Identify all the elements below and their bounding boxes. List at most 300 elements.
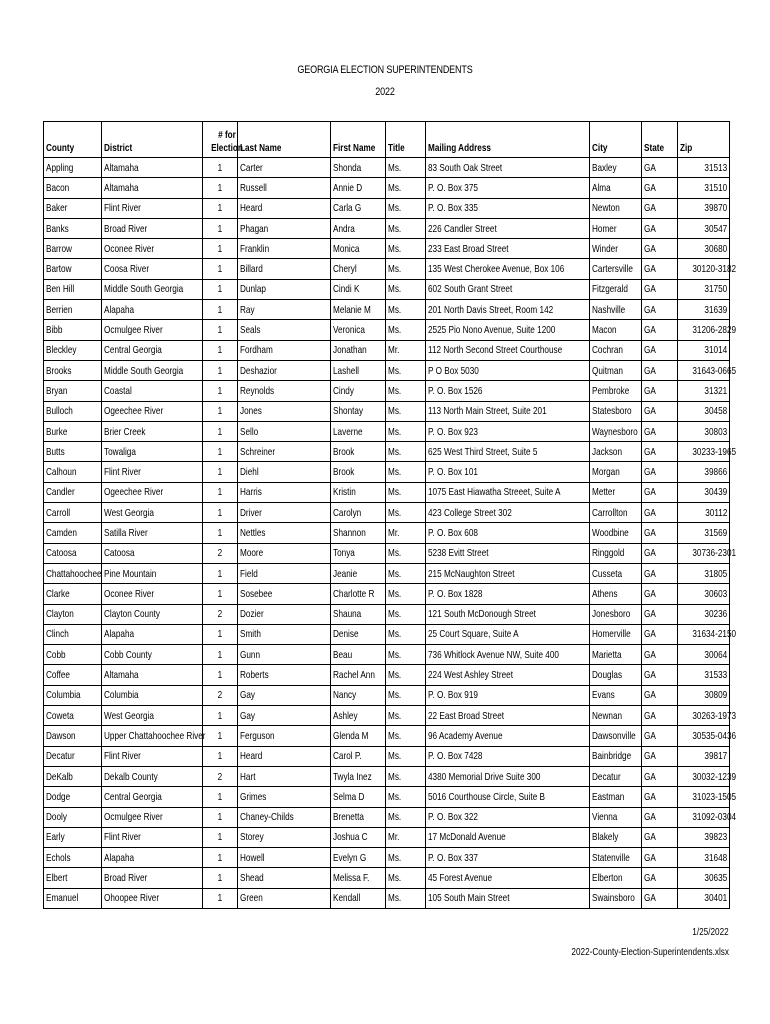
cell-state: GA	[642, 685, 678, 705]
cell-title: Ms.	[386, 685, 426, 705]
cell-city: Vienna	[590, 807, 642, 827]
cell-title: Ms.	[386, 543, 426, 563]
cell-county: Dooly	[44, 807, 102, 827]
cell-title: Ms.	[386, 726, 426, 746]
cell-election-count: 1	[203, 665, 238, 685]
cell-county: Cobb	[44, 645, 102, 665]
cell-first-name: Melanie M	[331, 300, 386, 320]
cell-state: GA	[642, 218, 678, 238]
cell-zip: 30680	[678, 239, 730, 259]
cell-state: GA	[642, 198, 678, 218]
cell-election-count: 1	[203, 645, 238, 665]
table-row	[44, 442, 730, 462]
cell-title: Ms.	[386, 503, 426, 523]
cell-county: Barrow	[44, 239, 102, 259]
table-row	[44, 381, 730, 401]
cell-last-name: Grimes	[238, 787, 331, 807]
cell-last-name: Diehl	[238, 462, 331, 482]
cell-zip: 30263-1973	[678, 706, 730, 726]
cell-last-name: Shead	[238, 868, 331, 888]
cell-state: GA	[642, 888, 678, 908]
cell-first-name: Denise	[331, 624, 386, 644]
cell-city: Dawsonville	[590, 726, 642, 746]
cell-county: Dodge	[44, 787, 102, 807]
cell-county: Coffee	[44, 665, 102, 685]
cell-mailing-address: 17 McDonald Avenue	[426, 827, 590, 847]
cell-mailing-address: 5016 Courthouse Circle, Suite B	[426, 787, 590, 807]
cell-district: Altamaha	[102, 158, 203, 178]
cell-last-name: Chaney-Childs	[238, 807, 331, 827]
cell-election-count: 1	[203, 848, 238, 868]
cell-state: GA	[642, 645, 678, 665]
table-row	[44, 848, 730, 868]
cell-election-count: 1	[203, 624, 238, 644]
cell-district: Flint River	[102, 746, 203, 766]
cell-mailing-address: 121 South McDonough Street	[426, 604, 590, 624]
cell-first-name: Andra	[331, 218, 386, 238]
cell-first-name: Monica	[331, 239, 386, 259]
cell-title: Ms.	[386, 462, 426, 482]
cell-county: Burke	[44, 421, 102, 441]
table-row	[44, 543, 730, 563]
cell-election-count: 1	[203, 158, 238, 178]
cell-title: Mr.	[386, 523, 426, 543]
header-zip: Zip	[678, 122, 730, 158]
cell-zip: 30603	[678, 584, 730, 604]
cell-title: Ms.	[386, 381, 426, 401]
cell-state: GA	[642, 360, 678, 380]
cell-mailing-address: 105 South Main Street	[426, 888, 590, 908]
cell-city: Athens	[590, 584, 642, 604]
cell-first-name: Kristin	[331, 482, 386, 502]
cell-title: Ms.	[386, 279, 426, 299]
cell-last-name: Green	[238, 888, 331, 908]
cell-title: Ms.	[386, 888, 426, 908]
table-row	[44, 665, 730, 685]
table-row	[44, 218, 730, 238]
cell-first-name: Cindy	[331, 381, 386, 401]
cell-first-name: Laverne	[331, 421, 386, 441]
cell-district: Ocmulgee River	[102, 320, 203, 340]
cell-mailing-address: 25 Court Square, Suite A	[426, 624, 590, 644]
cell-county: Catoosa	[44, 543, 102, 563]
cell-zip: 30401	[678, 888, 730, 908]
document-title: GEORGIA ELECTION SUPERINTENDENTS	[297, 64, 473, 76]
cell-mailing-address: P. O. Box 322	[426, 807, 590, 827]
cell-district: Altamaha	[102, 665, 203, 685]
cell-election-count: 1	[203, 787, 238, 807]
cell-city: Homer	[590, 218, 642, 238]
cell-state: GA	[642, 239, 678, 259]
table-row	[44, 320, 730, 340]
table-row	[44, 482, 730, 502]
cell-county: Clarke	[44, 584, 102, 604]
cell-state: GA	[642, 848, 678, 868]
table-row	[44, 523, 730, 543]
cell-city: Evans	[590, 685, 642, 705]
cell-city: Ringgold	[590, 543, 642, 563]
cell-mailing-address: 736 Whitlock Avenue NW, Suite 400	[426, 645, 590, 665]
cell-title: Ms.	[386, 198, 426, 218]
cell-city: Marietta	[590, 645, 642, 665]
cell-first-name: Veronica	[331, 320, 386, 340]
cell-first-name: Cindi K	[331, 279, 386, 299]
cell-last-name: Reynolds	[238, 381, 331, 401]
cell-city: Quitman	[590, 360, 642, 380]
cell-election-count: 1	[203, 300, 238, 320]
cell-last-name: Phagan	[238, 218, 331, 238]
cell-election-count: 2	[203, 766, 238, 786]
cell-first-name: Brenetta	[331, 807, 386, 827]
table-row	[44, 178, 730, 198]
cell-mailing-address: P. O. Box 1828	[426, 584, 590, 604]
header-state: State	[642, 122, 678, 158]
cell-district: Upper Chattahoochee River	[102, 726, 203, 746]
cell-county: Clayton	[44, 604, 102, 624]
cell-district: Coastal	[102, 381, 203, 401]
cell-mailing-address: P. O. Box 608	[426, 523, 590, 543]
cell-title: Ms.	[386, 218, 426, 238]
cell-last-name: Sosebee	[238, 584, 331, 604]
cell-county: Ben Hill	[44, 279, 102, 299]
cell-election-count: 1	[203, 726, 238, 746]
cell-election-count: 1	[203, 320, 238, 340]
cell-zip: 31639	[678, 300, 730, 320]
cell-election-count: 1	[203, 807, 238, 827]
header-mailing-address: Mailing Address	[426, 122, 590, 158]
cell-district: Pine Mountain	[102, 563, 203, 583]
cell-state: GA	[642, 320, 678, 340]
cell-title: Ms.	[386, 239, 426, 259]
cell-last-name: Gunn	[238, 645, 331, 665]
cell-title: Ms.	[386, 706, 426, 726]
cell-district: Brier Creek	[102, 421, 203, 441]
cell-title: Mr.	[386, 827, 426, 847]
cell-last-name: Hart	[238, 766, 331, 786]
cell-district: Flint River	[102, 462, 203, 482]
cell-last-name: Field	[238, 563, 331, 583]
table-row	[44, 198, 730, 218]
cell-zip: 31569	[678, 523, 730, 543]
cell-district: Central Georgia	[102, 340, 203, 360]
cell-county: Calhoun	[44, 462, 102, 482]
cell-county: Decatur	[44, 746, 102, 766]
cell-district: Broad River	[102, 218, 203, 238]
cell-zip: 39823	[678, 827, 730, 847]
cell-zip: 30803	[678, 421, 730, 441]
cell-zip: 30120-3182	[678, 259, 730, 279]
cell-zip: 39866	[678, 462, 730, 482]
cell-election-count: 1	[203, 827, 238, 847]
cell-zip: 31014	[678, 340, 730, 360]
cell-title: Ms.	[386, 158, 426, 178]
cell-county: Bartow	[44, 259, 102, 279]
cell-election-count: 1	[203, 421, 238, 441]
cell-election-count: 1	[203, 563, 238, 583]
cell-zip: 30547	[678, 218, 730, 238]
cell-title: Ms.	[386, 604, 426, 624]
cell-last-name: Harris	[238, 482, 331, 502]
table-row	[44, 827, 730, 847]
cell-last-name: Dozier	[238, 604, 331, 624]
cell-last-name: Schreiner	[238, 442, 331, 462]
cell-county: Camden	[44, 523, 102, 543]
cell-election-count: 1	[203, 503, 238, 523]
cell-zip: 31750	[678, 279, 730, 299]
cell-zip: 30635	[678, 868, 730, 888]
cell-mailing-address: 224 West Ashley Street	[426, 665, 590, 685]
cell-city: Cochran	[590, 340, 642, 360]
table-row	[44, 868, 730, 888]
cell-county: Butts	[44, 442, 102, 462]
cell-district: Ohoopee River	[102, 888, 203, 908]
header-district: District	[102, 122, 203, 158]
header-city: City	[590, 122, 642, 158]
cell-district: Middle South Georgia	[102, 360, 203, 380]
cell-mailing-address: 215 McNaughton Street	[426, 563, 590, 583]
cell-mailing-address: 4380 Memorial Drive Suite 300	[426, 766, 590, 786]
cell-city: Jackson	[590, 442, 642, 462]
cell-title: Ms.	[386, 421, 426, 441]
cell-mailing-address: P O Box 5030	[426, 360, 590, 380]
cell-mailing-address: P. O. Box 919	[426, 685, 590, 705]
cell-state: GA	[642, 604, 678, 624]
cell-county: Candler	[44, 482, 102, 502]
cell-county: Bryan	[44, 381, 102, 401]
cell-first-name: Carla G	[331, 198, 386, 218]
cell-city: Cartersville	[590, 259, 642, 279]
cell-first-name: Melissa F.	[331, 868, 386, 888]
cell-district: Clayton County	[102, 604, 203, 624]
cell-district: Ocmulgee River	[102, 807, 203, 827]
cell-title: Ms.	[386, 766, 426, 786]
cell-zip: 31513	[678, 158, 730, 178]
cell-election-count: 1	[203, 279, 238, 299]
table-row	[44, 746, 730, 766]
cell-first-name: Rachel Ann	[331, 665, 386, 685]
cell-district: Broad River	[102, 868, 203, 888]
cell-first-name: Selma D	[331, 787, 386, 807]
cell-state: GA	[642, 523, 678, 543]
cell-last-name: Ferguson	[238, 726, 331, 746]
cell-zip: 30032-1239	[678, 766, 730, 786]
cell-mailing-address: 625 West Third Street, Suite 5	[426, 442, 590, 462]
cell-county: Echols	[44, 848, 102, 868]
cell-mailing-address: 5238 Evitt Street	[426, 543, 590, 563]
cell-election-count: 1	[203, 360, 238, 380]
cell-election-count: 1	[203, 239, 238, 259]
table-row	[44, 807, 730, 827]
cell-state: GA	[642, 787, 678, 807]
cell-zip: 31023-1505	[678, 787, 730, 807]
cell-county: Banks	[44, 218, 102, 238]
cell-district: Coosa River	[102, 259, 203, 279]
cell-mailing-address: 96 Academy Avenue	[426, 726, 590, 746]
table-row	[44, 239, 730, 259]
cell-mailing-address: 602 South Grant Street	[426, 279, 590, 299]
cell-city: Statesboro	[590, 401, 642, 421]
cell-title: Ms.	[386, 320, 426, 340]
cell-last-name: Russell	[238, 178, 331, 198]
cell-mailing-address: 201 North Davis Street, Room 142	[426, 300, 590, 320]
cell-first-name: Charlotte R	[331, 584, 386, 604]
cell-county: Columbia	[44, 685, 102, 705]
cell-district: Alapaha	[102, 624, 203, 644]
table-row	[44, 604, 730, 624]
cell-state: GA	[642, 624, 678, 644]
cell-first-name: Nancy	[331, 685, 386, 705]
cell-zip: 31643-0665	[678, 360, 730, 380]
cell-city: Morgan	[590, 462, 642, 482]
cell-state: GA	[642, 807, 678, 827]
cell-state: GA	[642, 340, 678, 360]
cell-city: Eastman	[590, 787, 642, 807]
cell-first-name: Evelyn G	[331, 848, 386, 868]
cell-mailing-address: P. O. Box 101	[426, 462, 590, 482]
cell-district: Flint River	[102, 827, 203, 847]
cell-district: Ogeechee River	[102, 401, 203, 421]
cell-title: Ms.	[386, 787, 426, 807]
cell-last-name: Howell	[238, 848, 331, 868]
header-title: Title	[386, 122, 426, 158]
cell-title: Ms.	[386, 178, 426, 198]
cell-election-count: 1	[203, 178, 238, 198]
cell-title: Ms.	[386, 442, 426, 462]
cell-state: GA	[642, 706, 678, 726]
cell-state: GA	[642, 543, 678, 563]
cell-last-name: Deshazior	[238, 360, 331, 380]
cell-election-count: 2	[203, 685, 238, 705]
cell-city: Statenville	[590, 848, 642, 868]
cell-city: Metter	[590, 482, 642, 502]
cell-last-name: Billard	[238, 259, 331, 279]
cell-first-name: Glenda M	[331, 726, 386, 746]
cell-state: GA	[642, 381, 678, 401]
cell-district: Oconee River	[102, 584, 203, 604]
cell-election-count: 1	[203, 746, 238, 766]
cell-election-count: 1	[203, 482, 238, 502]
cell-district: Alapaha	[102, 848, 203, 868]
cell-zip: 31321	[678, 381, 730, 401]
table-row	[44, 645, 730, 665]
cell-title: Mr.	[386, 340, 426, 360]
cell-first-name: Lashell	[331, 360, 386, 380]
table-row	[44, 279, 730, 299]
cell-state: GA	[642, 503, 678, 523]
cell-county: Clinch	[44, 624, 102, 644]
cell-zip: 39870	[678, 198, 730, 218]
cell-zip: 30736-2301	[678, 543, 730, 563]
cell-last-name: Driver	[238, 503, 331, 523]
cell-zip: 31533	[678, 665, 730, 685]
table-row	[44, 360, 730, 380]
header-county: County	[44, 122, 102, 158]
cell-county: Bibb	[44, 320, 102, 340]
cell-city: Pembroke	[590, 381, 642, 401]
cell-zip: 30809	[678, 685, 730, 705]
cell-last-name: Dunlap	[238, 279, 331, 299]
cell-state: GA	[642, 665, 678, 685]
cell-title: Ms.	[386, 868, 426, 888]
cell-zip: 30439	[678, 482, 730, 502]
table-row	[44, 158, 730, 178]
cell-election-count: 1	[203, 706, 238, 726]
table-row	[44, 421, 730, 441]
header-last-name: Last Name	[238, 122, 331, 158]
cell-county: Early	[44, 827, 102, 847]
cell-district: Towaliga	[102, 442, 203, 462]
cell-city: Newton	[590, 198, 642, 218]
cell-county: Carroll	[44, 503, 102, 523]
superintendents-table	[43, 121, 737, 909]
cell-state: GA	[642, 401, 678, 421]
cell-zip: 31510	[678, 178, 730, 198]
cell-mailing-address: 226 Candler Street	[426, 218, 590, 238]
document-year: 2022	[375, 86, 395, 98]
cell-city: Carrollton	[590, 503, 642, 523]
cell-county: Emanuel	[44, 888, 102, 908]
table-row	[44, 503, 730, 523]
cell-district: Middle South Georgia	[102, 279, 203, 299]
cell-first-name: Ashley	[331, 706, 386, 726]
cell-mailing-address: P. O. Box 337	[426, 848, 590, 868]
table-row	[44, 300, 730, 320]
cell-first-name: Brook	[331, 442, 386, 462]
cell-city: Homerville	[590, 624, 642, 644]
cell-last-name: Franklin	[238, 239, 331, 259]
cell-election-count: 1	[203, 401, 238, 421]
cell-zip: 30535-0436	[678, 726, 730, 746]
cell-city: Blakely	[590, 827, 642, 847]
table-row	[44, 888, 730, 908]
cell-state: GA	[642, 827, 678, 847]
cell-district: Oconee River	[102, 239, 203, 259]
cell-county: Brooks	[44, 360, 102, 380]
cell-state: GA	[642, 178, 678, 198]
cell-zip: 31805	[678, 563, 730, 583]
cell-city: Winder	[590, 239, 642, 259]
cell-city: Cusseta	[590, 563, 642, 583]
cell-state: GA	[642, 442, 678, 462]
cell-state: GA	[642, 563, 678, 583]
cell-mailing-address: 45 Forest Avenue	[426, 868, 590, 888]
cell-election-count: 2	[203, 543, 238, 563]
cell-district: Dekalb County	[102, 766, 203, 786]
cell-county: Bulloch	[44, 401, 102, 421]
cell-district: Satilla River	[102, 523, 203, 543]
cell-state: GA	[642, 746, 678, 766]
cell-city: Jonesboro	[590, 604, 642, 624]
cell-last-name: Fordham	[238, 340, 331, 360]
table-row	[44, 685, 730, 705]
table-row	[44, 787, 730, 807]
cell-title: Ms.	[386, 584, 426, 604]
cell-county: DeKalb	[44, 766, 102, 786]
cell-mailing-address: 1075 East Hiawatha Streeet, Suite A	[426, 482, 590, 502]
cell-city: Newnan	[590, 706, 642, 726]
cell-county: Elbert	[44, 868, 102, 888]
cell-last-name: Moore	[238, 543, 331, 563]
cell-state: GA	[642, 421, 678, 441]
cell-last-name: Heard	[238, 746, 331, 766]
table-row	[44, 401, 730, 421]
footer-date: 1/25/2022	[692, 926, 729, 938]
cell-first-name: Kendall	[331, 888, 386, 908]
cell-first-name: Jonathan	[331, 340, 386, 360]
cell-first-name: Cheryl	[331, 259, 386, 279]
cell-county: Coweta	[44, 706, 102, 726]
cell-district: Ogeechee River	[102, 482, 203, 502]
